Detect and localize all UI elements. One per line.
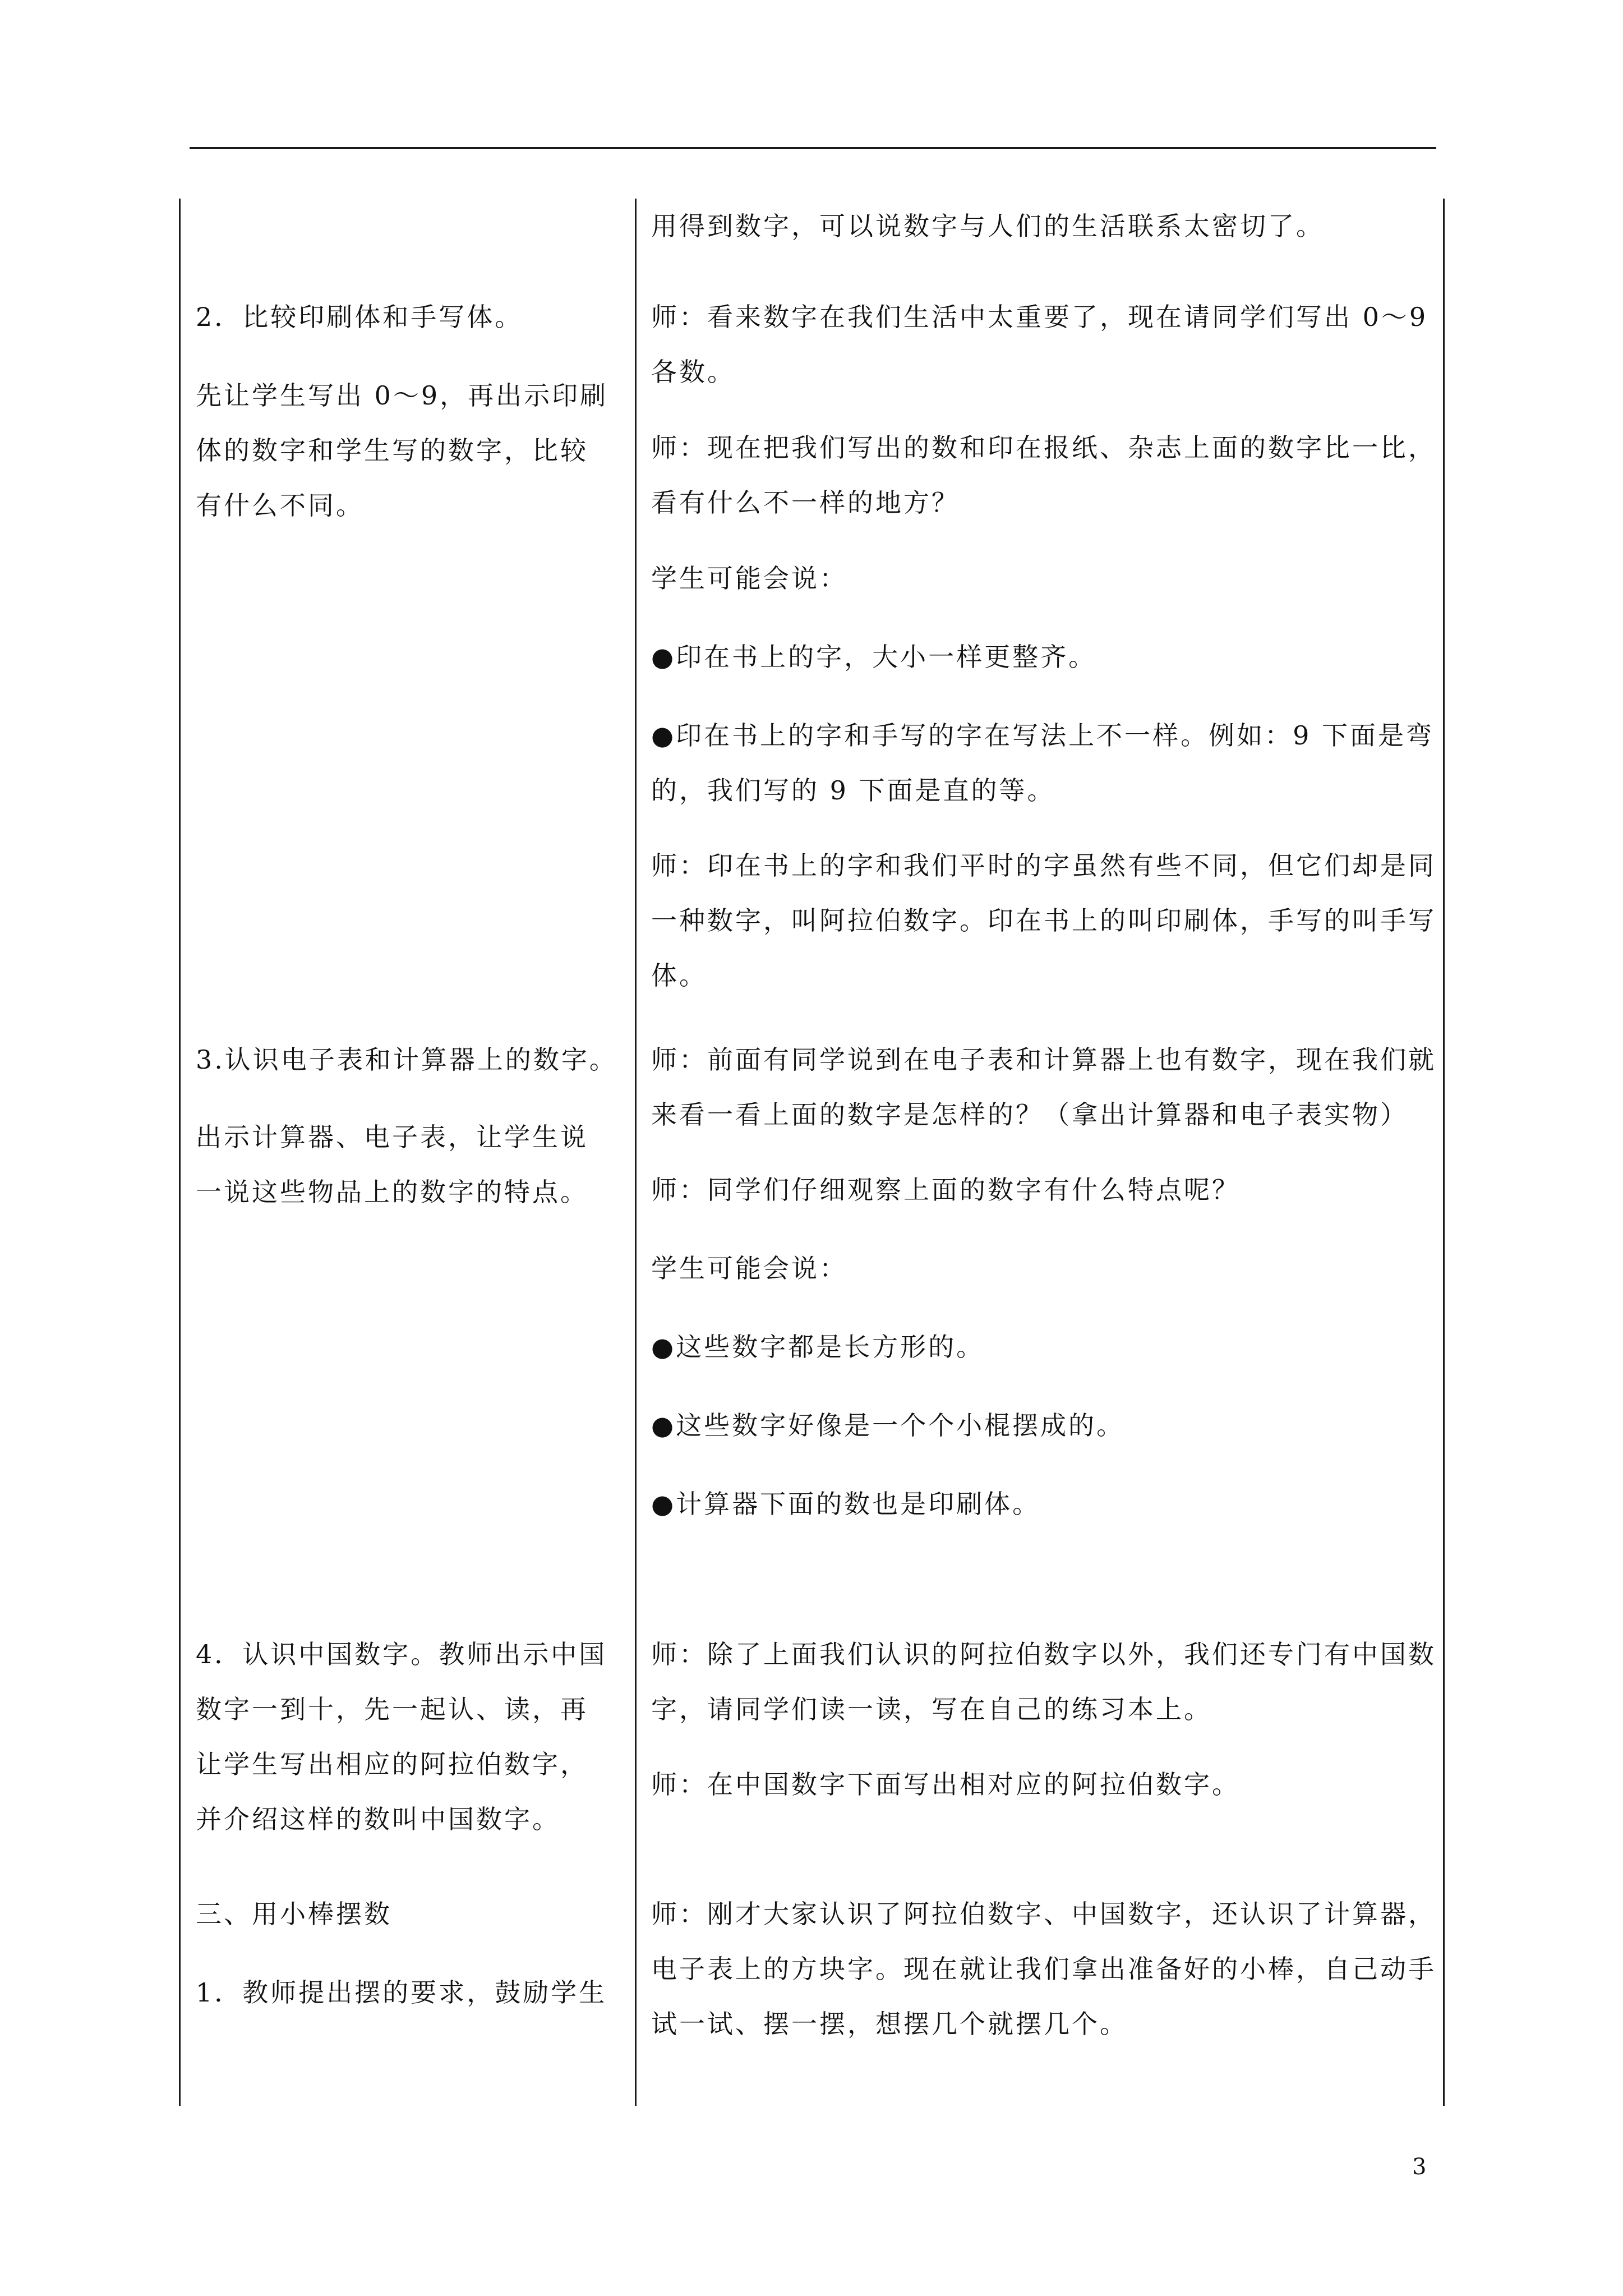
right-paragraph-6: ●印在书上的字和手写的字在写法上不一样。例如：9 下面是弯 的，我们写的 9 下面是直的等。	[651, 720, 1435, 806]
left-paragraph-5: 4．认识中国数字。教师出示中国 数字一到十，先一起认、读，再 让学生写出相应的阿拉伯数字， 并介绍这样的数叫中国数字。	[196, 1639, 607, 1834]
right-paragraph-11: ●这些数字都是长方形的。	[651, 1332, 985, 1362]
left-paragraph-6: 三、用小棒摆数	[196, 1899, 392, 1929]
left-paragraph-1: 2．比较印刷体和手写体。	[196, 302, 523, 332]
header-rule	[190, 147, 1436, 149]
right-paragraph-2: 师：看来数字在我们生活中太重要了，现在请同学们写出 0～9 各数。	[651, 302, 1428, 387]
table-border-right	[1443, 199, 1445, 2106]
right-paragraph-5: ●印在书上的字，大小一样更整齐。	[651, 642, 1097, 672]
right-paragraph-12: ●这些数字好像是一个个小棍摆成的。	[651, 1410, 1125, 1441]
left-paragraph-7: 1．教师提出摆的要求，鼓励学生	[196, 1977, 607, 2008]
right-paragraph-14: 师：除了上面我们认识的阿拉伯数字以外，我们还专门有中国数 字，请同学们读一读，写在自己的练习本上。	[651, 1639, 1436, 1724]
right-paragraph-10: 学生可能会说：	[651, 1253, 847, 1283]
lesson-table	[179, 199, 1445, 2106]
right-paragraph-8: 师：前面有同学说到在电子表和计算器上也有数字，现在我们就 来看一看上面的数字是怎样的？（拿出计算器和电子表实物）	[651, 1045, 1436, 1130]
right-paragraph-16: 师：刚才大家认识了阿拉伯数字、中国数字，还认识了计算器， 电子表上的方块字。现在就让我们拿出准备好的小棒，自己动手 试一试、摆一摆，想摆几个就摆几个。	[651, 1899, 1436, 2039]
table-column-divider	[635, 199, 637, 2106]
right-paragraph-1: 用得到数字，可以说数字与人们的生活联系太密切了。	[651, 211, 1324, 241]
table-border-left	[179, 199, 181, 2106]
right-paragraph-3: 师：现在把我们写出的数和印在报纸、杂志上面的数字比一比， 看有什么不一样的地方？	[651, 432, 1436, 518]
page-number: 3	[1412, 2154, 1427, 2180]
right-paragraph-9: 师：同学们仔细观察上面的数字有什么特点呢？	[651, 1175, 1240, 1205]
left-paragraph-4: 出示计算器、电子表，让学生说 一说这些物品上的数字的特点。	[196, 1122, 588, 1207]
left-paragraph-2: 先让学生写出 0～9，再出示印刷 体的数字和学生写的数字，比较 有什么不同。	[196, 380, 608, 521]
right-paragraph-13: ●计算器下面的数也是印刷体。	[651, 1489, 1041, 1519]
right-paragraph-4: 学生可能会说：	[651, 563, 847, 593]
right-paragraph-15: 师：在中国数字下面写出相对应的阿拉伯数字。	[651, 1769, 1240, 1800]
left-paragraph-3: 3.认识电子表和计算器上的数字。	[196, 1045, 617, 1075]
right-paragraph-7: 师：印在书上的字和我们平时的字虽然有些不同，但它们却是同 一种数字，叫阿拉伯数字。印在书上的叫印刷体，手写的叫手写 体。	[651, 850, 1436, 991]
